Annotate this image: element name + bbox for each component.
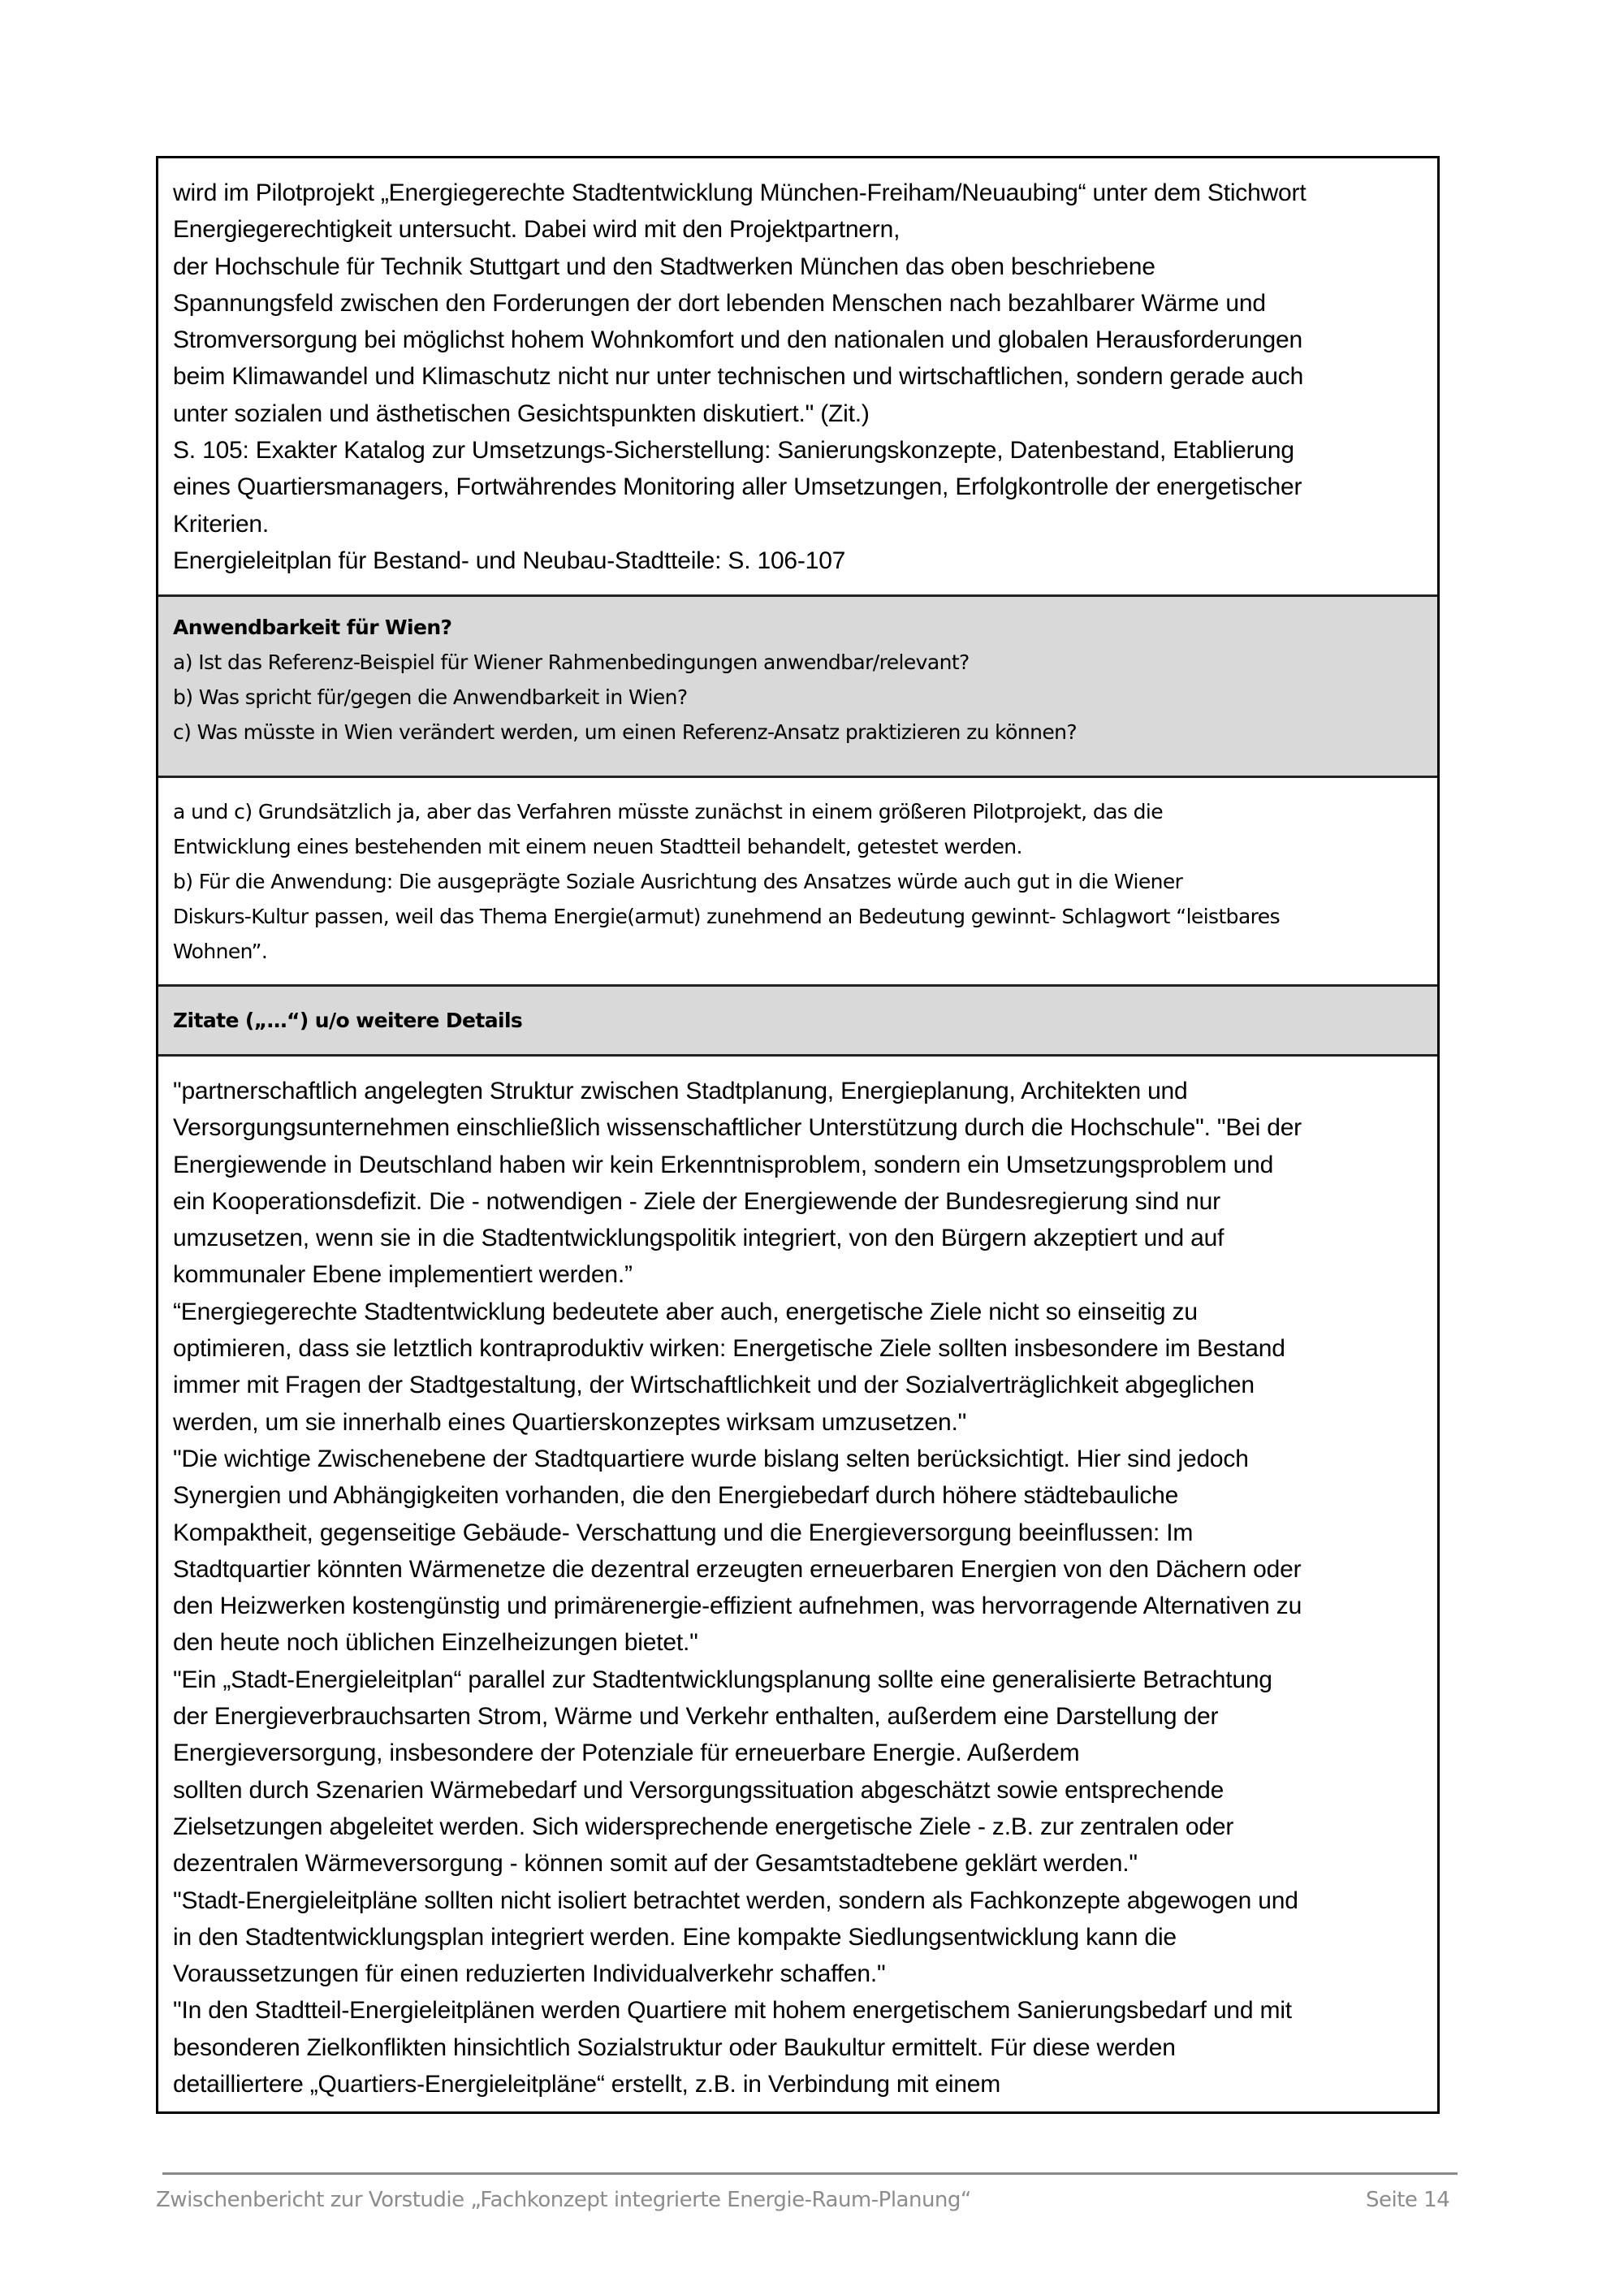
text-line: den heute noch üblichen Einzelheizungen bietet."	[173, 1629, 698, 1657]
text-line: ein Kooperationsdefizit. Die - notwendigen - Ziele der Energiewende der Bundesregierung sind nur	[173, 1187, 1220, 1215]
text-line: a) Ist das Referenz-Beispiel für Wiener Rahmenbedingungen anwendbar/relevant?	[173, 650, 970, 674]
text-line: Energieversorgung, insbesondere der Potenziale für erneuerbare Energie. Außerdem	[173, 1740, 1080, 1767]
text-line: dezentralen Wärmeversorgung - können somit auf der Gesamtstadtebene geklärt werden."	[173, 1850, 1138, 1878]
text-line: der Energieverbrauchsarten Strom, Wärme und Verkehr enthalten, außerdem eine Darstellung der	[173, 1703, 1219, 1731]
text-line: Stadtquartier könnten Wärmenetze die dezentral erzeugten erneuerbaren Energien von den Dächern oder	[173, 1555, 1302, 1583]
text-line: beim Klimawandel und Klimaschutz nicht nur unter technischen und wirtschaftlichen, sondern gerade auch	[173, 363, 1304, 391]
text-line: "Stadt-Energieleitpläne sollten nicht isoliert betrachtet werden, sondern als Fachkonzepte abgewogen und	[173, 1887, 1298, 1914]
text-line: eines Quartiersmanagers, Fortwährendes Monitoring aller Umsetzungen, Erfolgkontrolle der energetischer	[173, 473, 1302, 501]
text-line: optimieren, dass sie letztlich kontraproduktiv wirken: Energetische Ziele sollten insbesondere im Bestand	[173, 1335, 1285, 1363]
text-line: b) Für die Anwendung: Die ausgeprägte Soziale Ausrichtung des Ansatzes würde auch gut in die Wiener	[173, 870, 1183, 893]
text-line: wird im Pilotprojekt „Energiegerechte Stadtentwicklung München-Freiham/Neuaubing“ unter dem Stichwort	[173, 179, 1307, 206]
applicability-heading: Anwendbarkeit für Wien?	[173, 616, 452, 639]
table-row-quotes-heading	[158, 987, 1437, 1057]
text-line: in den Stadtentwicklungsplan integriert werden. Eine kompakte Siedlungsentwicklung kann die	[173, 1923, 1177, 1951]
text-line: immer mit Fragen der Stadtgestaltung, der Wirtschaftlichkeit und der Sozialverträglichkeit abgeglichen	[173, 1372, 1255, 1399]
page-number: Seite 14	[1366, 2188, 1450, 2212]
quotes-heading: Zitate („…“) u/o weitere Details	[173, 1009, 523, 1032]
text-line: werden, um sie innerhalb eines Quartierskonzeptes wirksam umzusetzen."	[173, 1408, 967, 1436]
text-line: Kriterien.	[173, 510, 270, 538]
text-line: Wohnen”.	[173, 940, 268, 963]
text-line: "In den Stadtteil-Energieleitplänen werden Quartiere mit hohem energetischem Sanierungsbedarf und mit	[173, 1997, 1292, 2025]
text-line: Energieleitplan für Bestand- und Neubau-Stadtteile: S. 106-107	[173, 547, 846, 574]
text-line: umzusetzen, wenn sie in die Stadtentwicklungspolitik integriert, von den Bürgern akzeptiert und auf	[173, 1225, 1224, 1252]
footer-title: Zwischenbericht zur Vorstudie „Fachkonzept integrierte Energie-Raum-Planung“	[156, 2188, 971, 2212]
text-line: Energiewende in Deutschland haben wir kein Erkenntnisproblem, sondern ein Umsetzungsproblem und	[173, 1151, 1274, 1178]
text-line: "Die wichtige Zwischenebene der Stadtquartiere wurde bislang selten berücksichtigt. Hier sind jedoch	[173, 1445, 1249, 1472]
table-row-quotes	[158, 1057, 1437, 2111]
text-line: Zielsetzungen abgeleitet werden. Sich widersprechende energetische Ziele - z.B. zur zentralen oder	[173, 1813, 1234, 1840]
text-line: b) Was spricht für/gegen die Anwendbarkeit in Wien?	[173, 685, 688, 709]
table-row-applicability-questions	[158, 597, 1437, 778]
text-line: Diskurs-Kultur passen, weil das Thema Energie(armut) zunehmend an Bedeutung gewinnt- Schlagwort “leistbares	[173, 905, 1280, 928]
text-line: kommunaler Ebene implementiert werden.”	[173, 1261, 633, 1289]
text-line: a und c) Grundsätzlich ja, aber das Verfahren müsste zunächst in einem größeren Pilotprojekt, das die	[173, 800, 1163, 823]
text-line: “Energiegerechte Stadtentwicklung bedeutete aber auch, energetische Ziele nicht so einseitig zu	[173, 1298, 1198, 1325]
text-line: sollten durch Szenarien Wärmebedarf und Versorgungssituation abgeschätzt sowie entsprechende	[173, 1776, 1224, 1804]
text-line: Kompaktheit, gegenseitige Gebäude- Verschattung und die Energieversorgung beeinflussen: Im	[173, 1519, 1194, 1546]
text-line: der Hochschule für Technik Stuttgart und den Stadtwerken München das oben beschriebene	[173, 253, 1155, 280]
text-line: den Heizwerken kostengünstig und primärenergie-effizient aufnehmen, was hervorragende Alternativen zu	[173, 1593, 1302, 1620]
text-line: Spannungsfeld zwischen den Forderungen der dort lebenden Menschen nach bezahlbarer Wärme und	[173, 289, 1266, 317]
text-line: besonderen Zielkonflikten hinsichtlich Sozialstruktur oder Baukultur ermittelt. Für diese werden	[173, 2034, 1176, 2061]
text-line: Voraussetzungen für einen reduzierten Individualverkehr schaffen."	[173, 1960, 886, 1988]
text-line: Energiegerechtigkeit untersucht. Dabei wird mit den Projektpartnern,	[173, 216, 901, 244]
table-row-applicability-answer	[158, 778, 1437, 987]
text-line: "partnerschaftlich angelegten Struktur zwischen Stadtplanung, Energieplanung, Architekten und	[173, 1078, 1188, 1104]
text-line: c) Was müsste in Wien verändert werden, um einen Referenz-Ansatz praktizieren zu können?	[173, 720, 1078, 744]
footer-divider	[162, 2172, 1458, 2175]
text-line: Stromversorgung bei möglichst hohem Wohnkomfort und den nationalen und globalen Herausforderungen	[173, 326, 1302, 354]
text-line: Synergien und Abhängigkeiten vorhanden, die den Energiebedarf durch höhere städtebauliche	[173, 1482, 1179, 1510]
text-line: detailliertere „Quartiers-Energieleitpläne“ erstellt, z.B. in Verbindung mit einem	[173, 2071, 1001, 2098]
text-line: S. 105: Exakter Katalog zur Umsetzungs-Sicherstellung: Sanierungskonzepte, Datenbestand, Etablierung	[173, 437, 1294, 465]
text-line: "Ein „Stadt-Energieleitplan“ parallel zur Stadtentwicklungsplanung sollte eine generalisierte Betrachtung	[173, 1666, 1272, 1693]
content-table	[156, 156, 1440, 2114]
text-line: Entwicklung eines bestehenden mit einem neuen Stadtteil behandelt, getestet werden.	[173, 835, 1022, 858]
text-line: Versorgungsunternehmen einschließlich wissenschaftlicher Unterstützung durch die Hochschule". "Bei der	[173, 1114, 1302, 1142]
table-row-description	[158, 158, 1437, 597]
text-line: unter sozialen und ästhetischen Gesichtspunkten diskutiert." (Zit.)	[173, 400, 870, 427]
